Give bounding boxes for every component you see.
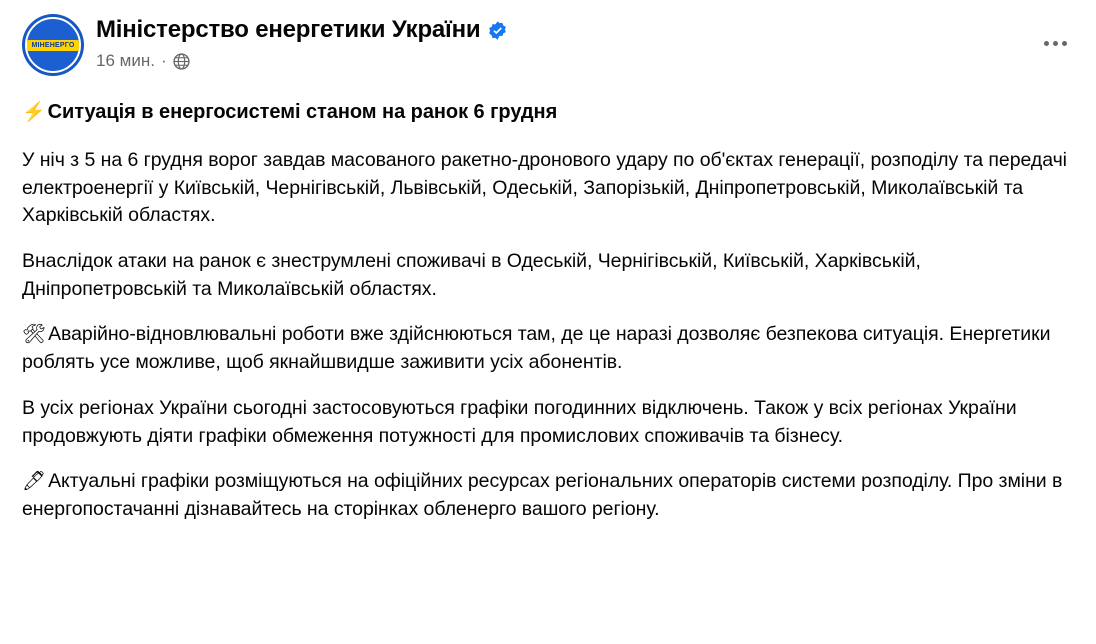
post-header-text [96,14,508,71]
ellipsis-dot [1044,41,1049,46]
avatar-label: МІНЕНЕРГО [27,40,78,51]
post-body [22,98,1074,524]
post-paragraph [22,395,1074,450]
post-paragraph-text: У ніч з 5 на 6 грудня ворог завдав масованого ракетно-дронового удару по об'єктах генерації, розподілу та передачі електроенергії у Київській, Чернігівській, Львівській, Одеській, Запорізькій, Дніпропетровській, Миколаївській та Харківській областях. [22,148,1067,227]
globe-icon[interactable] [173,53,190,70]
post-paragraph [22,147,1074,230]
post-paragraph [22,468,1074,524]
post-paragraph-text: Внаслідок атаки на ранок є знеструмлені споживачі в Одеській, Чернігівській, Київській, Харківській, Дніпропетровській та Миколаївській областях. [22,250,921,300]
avatar[interactable] [22,14,84,76]
meta-separator: · [160,51,167,70]
post-paragraph [22,98,1074,127]
post-paragraph-text: Ситуація в енергосистемі станом на ранок 6 грудня [47,101,558,123]
post-meta [96,51,508,71]
pen-icon: 🖊 [22,471,47,493]
page-name-row [96,18,508,42]
post-paragraph-text: Аварійно-відновлювальні роботи вже здійснюються там, де це наразі дозволяє безпекова ситуація. Енергетики роблять усе можливе, щоб якнайшвидше заживити усіх абонентів. [22,323,1051,374]
tools-icon: 🛠 [22,324,47,346]
ellipsis-icon[interactable] [1036,24,1074,62]
post-paragraph-text: Актуальні графіки розміщуються на офіційних ресурсах регіональних операторів системи розподілу. Про зміни в енергопостачанні дізнавайтесь на сторінках обленерго вашого регіону. [22,470,1063,521]
post-header [22,14,1074,88]
post-timestamp[interactable]: 16 мин. [96,51,155,70]
post-paragraph [22,321,1074,377]
page-name[interactable]: Міністерство енергетики України [96,16,481,43]
ellipsis-dot [1062,41,1067,46]
post-paragraph [22,248,1074,303]
verified-badge-icon [487,20,508,41]
post-paragraph-text: В усіх регіонах України сьогодні застосовуються графіки погодинних відключень. Також у всіх регіонах України продовжують діяти графіки обмеження потужності для промислових споживачів та бізнесу. [22,397,1017,447]
ellipsis-dot [1053,41,1058,46]
lightning-icon: ⚡ [22,102,46,123]
